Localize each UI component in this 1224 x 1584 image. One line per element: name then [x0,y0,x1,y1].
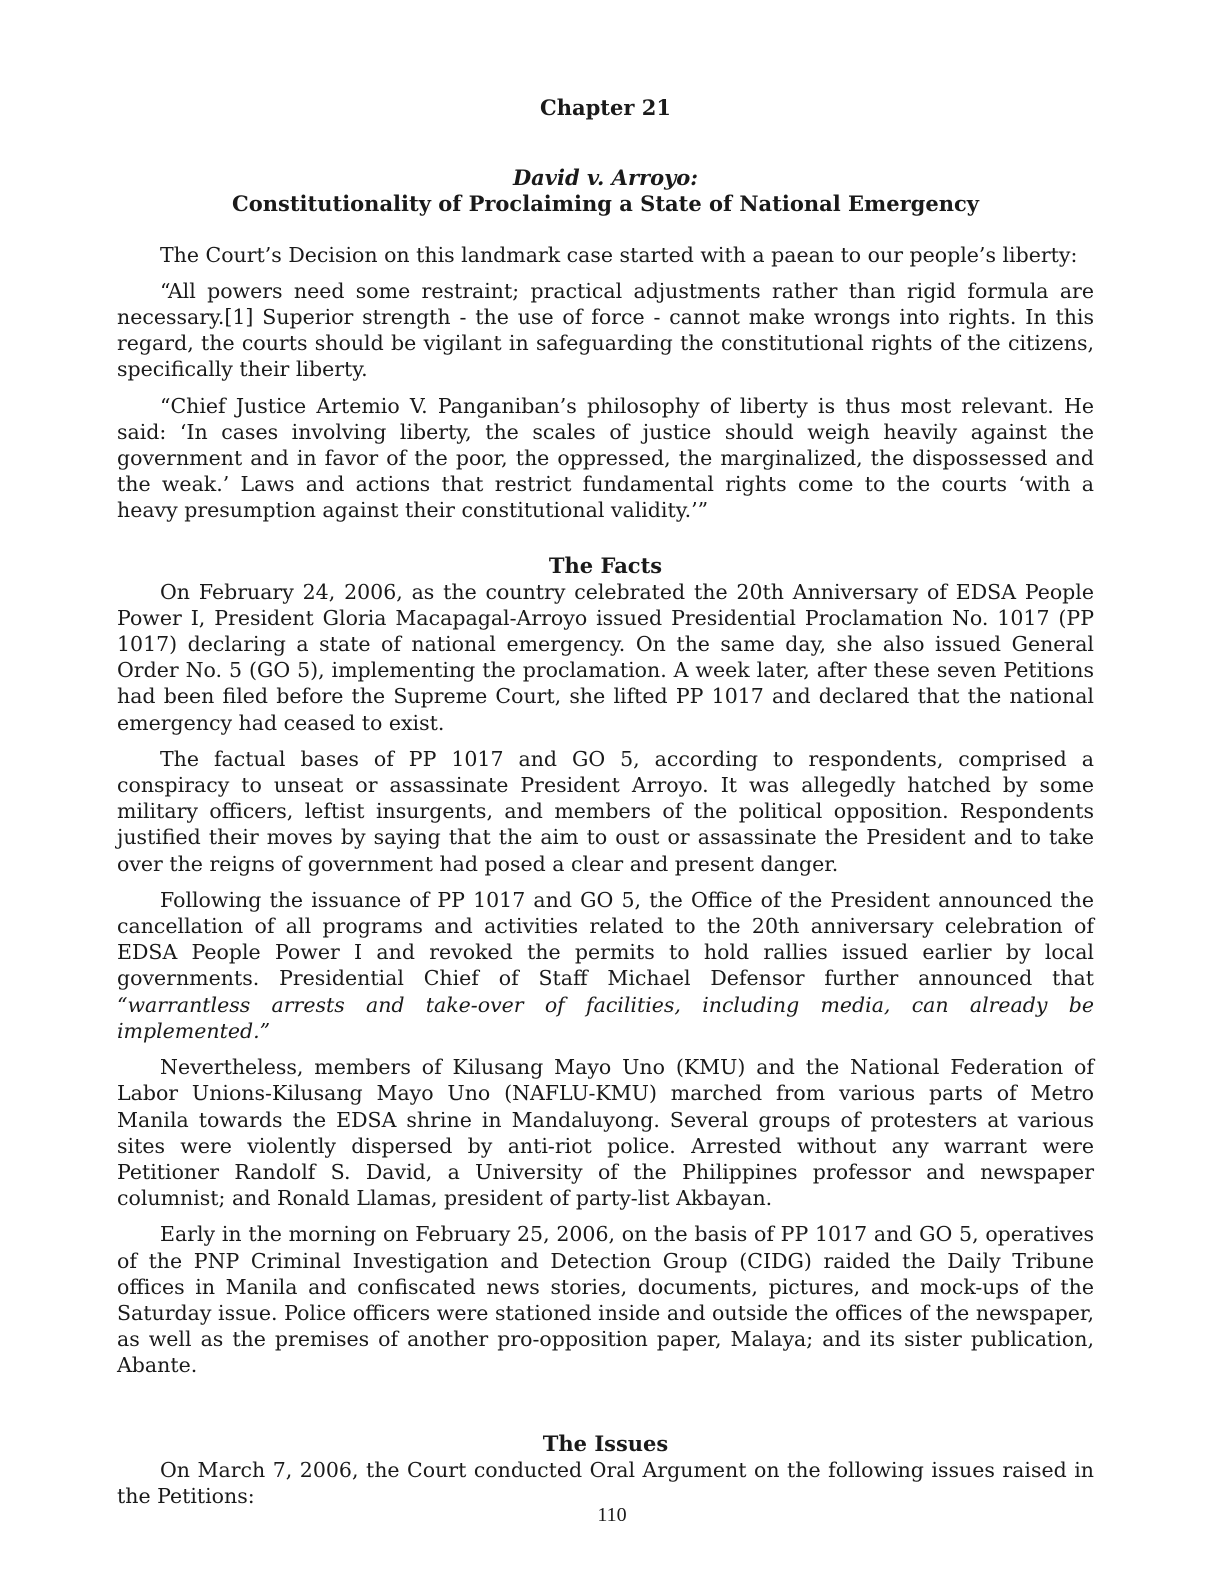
document-page [117,95,1094,1519]
quote-paragraph-1: “All powers need some restraint; practical adjustments rather than rigid formula are necessary.[1] Superior strength - the use of force - cannot make wrongs into rights. In this regard, the courts should be vigilant in safeguarding the constitutional rights of the citizens, specifically their liberty. [117,278,1094,382]
facts-paragraph-4: Nevertheless, members of Kilusang Mayo Uno (KMU) and the National Federation of Labor Unions-Kilusang Mayo Uno (NAFLU-KMU) marched from various parts of Metro Manila towards the EDSA shrine in Mandaluyong. Several groups of protesters at various sites were violently dispersed by anti-riot police. Arrested without any warrant were Petitioner Randolf S. David, a University of the Philippines professor and newspaper columnist; and Ronald Llamas, president of party-list Akbayan. [117,1055,1094,1211]
page-number: 110 [597,1504,627,1526]
issues-heading: The Issues [542,1430,669,1456]
facts-paragraph-5: Early in the morning on February 25, 2006, on the basis of PP 1017 and GO 5, operatives of the PNP Criminal Investigation and Detection Group (CIDG) raided the Daily Tribune offices in Manila and confiscated news stories, documents, pictures, and mock-ups of the Saturday issue. Police officers were stationed inside and outside the offices of the newspaper, as well as the premises of another pro-opposition paper, Malaya; and its sister publication, Abante. [117,1222,1094,1378]
chapter-heading: Chapter 21 [540,95,671,120]
case-subtitle: Constitutionality of Proclaiming a State of National Emergency [232,191,979,217]
quote-paragraph-2: “Chief Justice Artemio V. Panganiban’s philosophy of liberty is thus most relevant. He said: ‘In cases involving liberty, the scales of justice should weigh heavily against the government and in favor of the poor, the oppressed, the marginalized, the dispossessed and the weak.’ Laws and actions that restrict fundamental rights come to the courts ‘with a heavy presumption against their constitutional validity.’” [117,393,1094,523]
issues-paragraph-1: On March 7, 2006, the Court conducted Oral Argument on the following issues raised in the Petitions: [117,1457,1094,1508]
facts-paragraph-3 [117,887,1094,1044]
intro-paragraph: The Court’s Decision on this landmark case started with a paean to our people’s liberty: [160,242,1078,267]
case-title: David v. Arroyo: [512,165,699,191]
facts-paragraph-1: On February 24, 2006, as the country celebrated the 20th Anniversary of EDSA People Power I, President Gloria Macapagal-Arroyo issued Presidential Proclamation No. 1017 (PP 1017) declaring a state of national emergency. On the same day, she also issued General Order No. 5 (GO 5), implementing the proclamation. A week later, after these seven Petitions had been filed before the Supreme Court, she lifted PP 1017 and declared that the national emergency had ceased to exist. [117,579,1094,735]
facts-paragraph-3-quote: “warrantless arrests and take-over of facilities, including media, can already be implemented.” [117,992,1094,1043]
facts-paragraph-2: The factual bases of PP 1017 and GO 5, according to respondents, comprised a conspiracy to unseat or assassinate President Arroyo. It was allegedly hatched by some military officers, leftist insurgents, and members of the political opposition. Respondents justified their moves by saying that the aim to oust or assassinate the President and to take over the reigns of government had posed a clear and present danger. [117,746,1094,876]
facts-heading: The Facts [548,552,663,578]
facts-paragraph-3-text: Following the issuance of PP 1017 and GO 5, the Office of the President announced the cancellation of all programs and activities related to the 20th anniversary celebration of EDSA People Power I and revoked the permits to hold rallies issued earlier by local governments. Presidential Chief of Staff Michael Defensor further announced that [117,887,1094,991]
